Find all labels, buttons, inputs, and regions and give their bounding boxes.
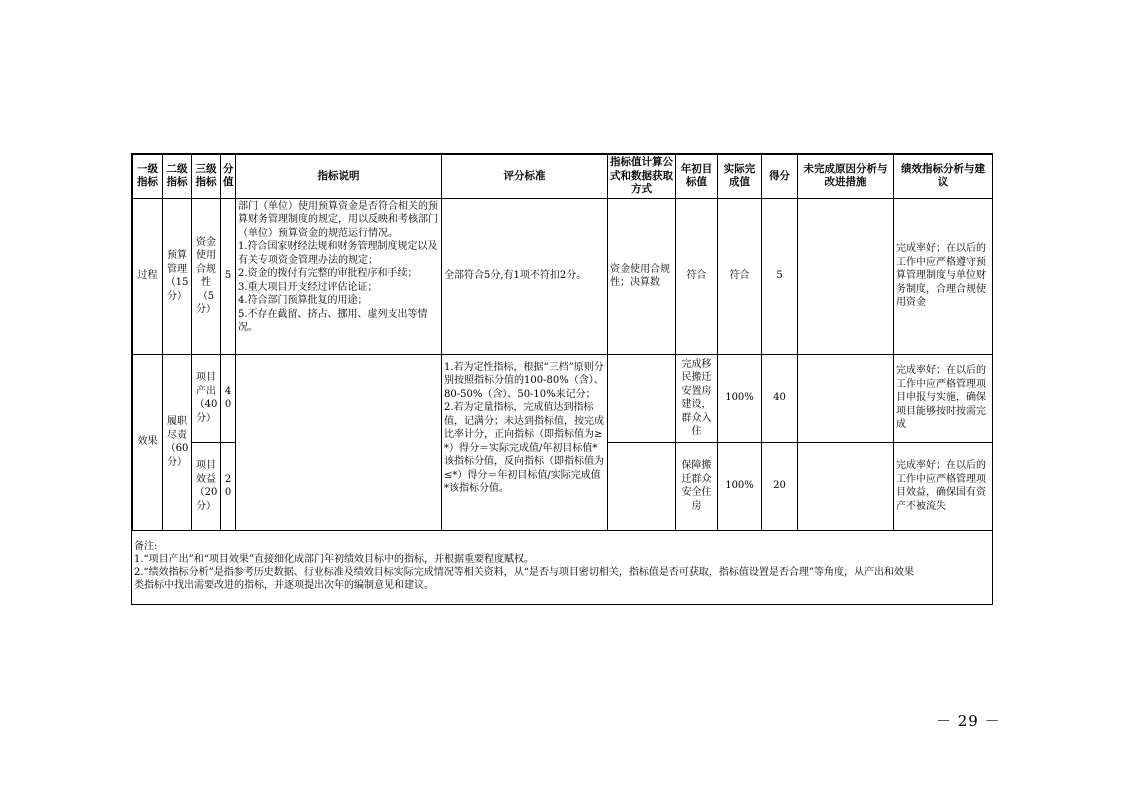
process-level2: 预算管理（15分） (163, 198, 192, 354)
process-actual: 符合 (718, 198, 762, 354)
header-score-value: 分值 (221, 155, 236, 199)
performance-table (132, 154, 993, 531)
table-row (133, 354, 993, 442)
output-analysis: 完成率好；在以后的工作中应严格管理项目申报与实施，确保项目能够按时按需完成 (894, 354, 993, 442)
benefit-score: 20 (762, 442, 798, 530)
effect-description (236, 354, 442, 530)
process-level1: 过程 (133, 198, 163, 354)
output-level3: 项目产出（40分） (192, 354, 221, 442)
process-target: 符合 (676, 198, 718, 354)
header-level2: 二级指标 (163, 155, 192, 199)
process-analysis: 完成率好；在以后的工作中应严格遵守预算管理制度与单位财务制度，合理合规使用资金 (894, 198, 993, 354)
note-line: 类指标中找出需要改进的指标，并逐项提出次年的编制意见和建议。 (134, 580, 434, 591)
output-actual: 100% (718, 354, 762, 442)
benefit-formula (608, 442, 676, 530)
process-level3: 资金使用合规性（5分） (192, 198, 221, 354)
note-line: 2.“绩效指标分析”是指参考历史数据、行业标准及绩效目标实际完成情况等相关资料，从“是否与项目密切相关，指标值是否可获取，指标值设置是否合理”等角度，从产出和效果 (134, 567, 914, 578)
benefit-score-value: 20 (221, 442, 236, 530)
process-reason (798, 198, 894, 354)
benefit-actual: 100% (718, 442, 762, 530)
note-line: 1.“项目产出”和“项目效果”直接细化成部门年初绩效目标中的指标，并根据重要程度赋权。 (134, 554, 534, 565)
notes-section (134, 540, 990, 592)
header-target: 年初目标值 (676, 155, 718, 199)
output-reason (798, 354, 894, 442)
table-row (133, 198, 993, 354)
header-level1: 一级指标 (133, 155, 163, 199)
page-number: － 29 － (936, 712, 1001, 730)
output-score-value: 40 (221, 354, 236, 442)
performance-sheet (131, 153, 993, 605)
header-score: 得分 (762, 155, 798, 199)
header-description: 指标说明 (236, 155, 442, 199)
benefit-level3: 项目效益（20分） (192, 442, 221, 530)
effect-level1: 效果 (133, 354, 163, 530)
process-score: 5 (762, 198, 798, 354)
header-criteria: 评分标准 (442, 155, 608, 199)
process-criteria: 全部符合5分,有1项不符扣2分。 (442, 198, 608, 354)
header-level3: 三级指标 (192, 155, 221, 199)
output-formula (608, 354, 676, 442)
benefit-target: 保障搬迁群众安全住房 (676, 442, 718, 530)
header-actual: 实际完成值 (718, 155, 762, 199)
benefit-reason (798, 442, 894, 530)
output-score: 40 (762, 354, 798, 442)
header-reason: 未完成原因分析与改进措施 (798, 155, 894, 199)
effect-criteria: 1.若为定性指标，根据“三档”原则分别按照指标分值的100-80%（含）、80-50%（含）、50-10%来记分； 2.若为定量指标，完成值达到指标值，记满分；未达到指标值，按完成比率计分，正向指标（即指标值为≥*）得分＝实际完成值/年初目标值*该指标分值，反向指标（即指标值为≤*）得分＝年初目标值/实际完成值*该指标分值。 (442, 354, 608, 530)
process-description: 部门（单位）使用预算资金是否符合相关的预算财务管理制度的规定，用以反映和考核部门（单位）预算资金的规范运行情况。 1.符合国家财经法规和财务管理制度规定以及有关专项资金管理办法的规定； 2.资金的拨付有完整的审批程序和手续； 3.重大项目开支经过评估论证； 4.符合部门预算批复的用途； 5.不存在截留、挤占、挪用、虚列支出等情况。 (236, 198, 442, 354)
notes-title: 备注: (134, 541, 158, 552)
header-formula: 指标值计算公式和数据获取方式 (608, 155, 676, 199)
header-analysis: 绩效指标分析与建议 (894, 155, 993, 199)
output-target: 完成移民搬迁安置房建设，群众入住 (676, 354, 718, 442)
process-score-value: 5 (221, 198, 236, 354)
process-formula: 资金使用合规性；决算数 (608, 198, 676, 354)
effect-level2: 履职尽责（60分） (163, 354, 192, 530)
header-row (133, 155, 993, 199)
benefit-analysis: 完成率好；在以后的工作中应严格管理项目效益，确保国有资产不被流失 (894, 442, 993, 530)
